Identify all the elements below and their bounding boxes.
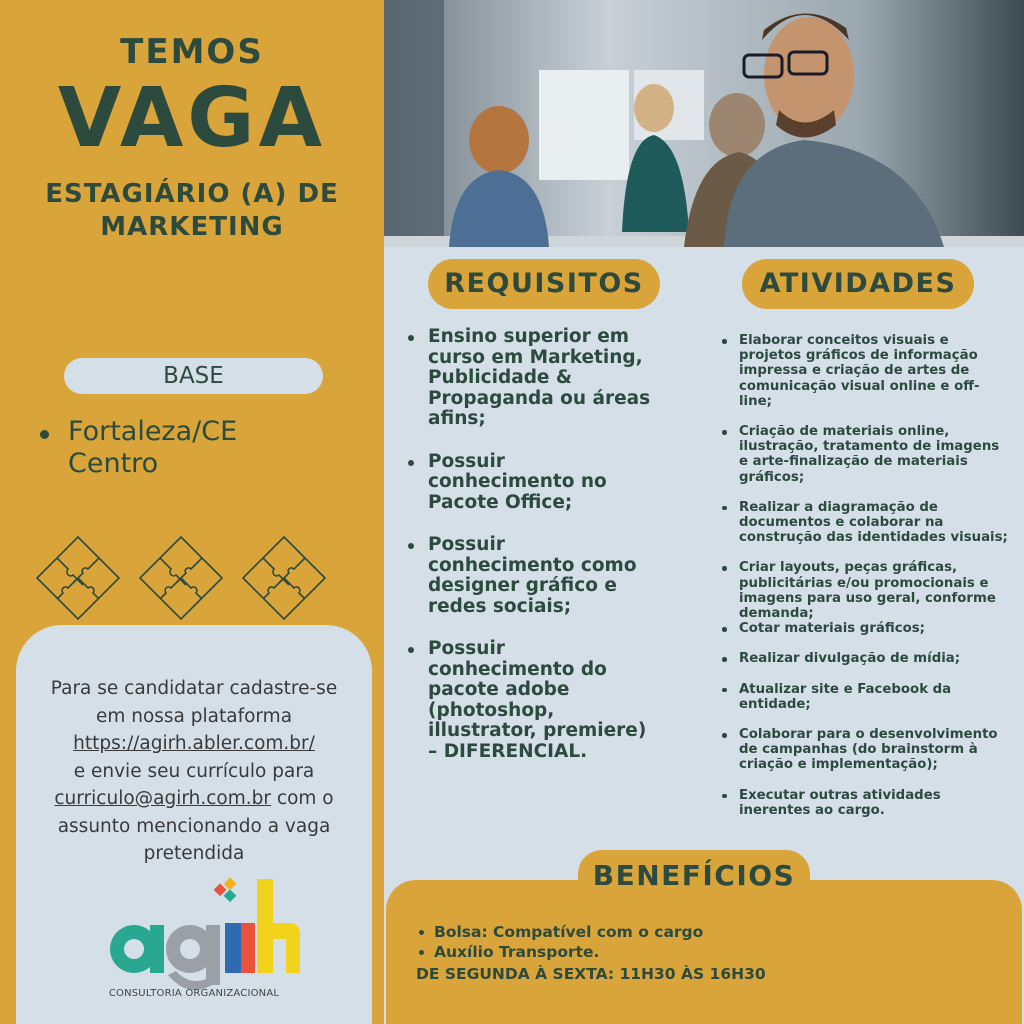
apply-line4-tail: com o (271, 788, 334, 809)
requisito-item: Possuir conhecimento no Pacote Office; (406, 452, 656, 514)
work-schedule: DE SEGUNDA À SEXTA: 11H30 ÀS 16H30 (416, 965, 766, 983)
atividades-list (720, 333, 1010, 833)
requisito-item: Ensino superior em curso em Marketing, Publicidade & Propaganda ou áreas afins; (406, 327, 656, 430)
atividade-item: Cotar materiais gráficos; (720, 621, 1010, 636)
apply-line6: pretendida (143, 843, 245, 864)
atividade-item: Executar outras atividades inerentes ao cargo. (720, 788, 1010, 818)
location (40, 416, 237, 481)
base-label: BASE (64, 358, 323, 394)
apply-email-link[interactable]: curriculo@agirh.com.br (54, 788, 272, 809)
job-title-line1: ESTAGIÁRIO (A) DE (45, 179, 339, 209)
beneficios-heading: BENEFÍCIOS (578, 850, 810, 902)
atividade-item: Criação de materiais online, ilustração, tratamento de imagens e arte-finalização de materiais gráficos; (720, 424, 1010, 485)
atividade-item: Elaborar conceitos visuais e projetos gráficos de informação impressa e criação de artes de comunicação visual online e off-line; (720, 333, 1010, 409)
job-title (20, 178, 364, 243)
beneficios-list (416, 922, 836, 962)
requisito-item: Possuir conhecimento do pacote adobe (photoshop, illustrator, premiere) – DIFERENCIAL. (406, 639, 656, 762)
apply-instructions (26, 675, 362, 868)
puzzle-icon (241, 535, 327, 621)
requisitos-heading: REQUISITOS (428, 259, 660, 309)
beneficio-item: Auxílio Transporte. (416, 942, 836, 962)
apply-line2: em nossa plataforma (95, 705, 293, 727)
headline-temos: TEMOS (120, 32, 264, 72)
location-line2: Centro (68, 448, 159, 480)
agirh-logo (92, 875, 302, 1005)
left-panel (0, 0, 384, 1024)
requisito-item: Possuir conhecimento como designer gráfico e redes sociais; (406, 535, 656, 617)
location-line1: Fortaleza/CE (68, 416, 238, 447)
office-meeting-photo (384, 0, 1024, 247)
atividade-item: Colaborar para o desenvolvimento de campanhas (do brainstorm à criação e implementação); (720, 727, 1010, 773)
puzzle-icon (138, 535, 224, 621)
apply-line5: assunto mencionando a vaga (57, 815, 331, 837)
atividade-item: Criar layouts, peças gráficas, publicitárias e/ou promocionais e imagens para uso geral, conforme demanda; (720, 560, 1010, 621)
location-bullet (40, 430, 49, 439)
apply-line3: e envie seu currículo para (73, 760, 315, 782)
atividades-heading: ATIVIDADES (742, 259, 974, 309)
requisitos-list (406, 327, 656, 784)
logo-subtitle: CONSULTORIA ORGANIZACIONAL (108, 988, 280, 999)
puzzle-icon (35, 535, 121, 621)
apply-url-link[interactable]: https://agirh.abler.com.br/ (73, 733, 315, 754)
atividade-item: Realizar divulgação de mídia; (720, 651, 1010, 666)
job-title-line2: MARKETING (100, 211, 284, 242)
apply-card (16, 625, 372, 1024)
atividade-item: Realizar a diagramação de documentos e colaborar na construção das identidades visuais; (720, 500, 1010, 546)
apply-line1: Para se candidatar cadastre-se (50, 678, 338, 699)
beneficio-item: Bolsa: Compatível com o cargo (416, 922, 836, 942)
atividade-item: Atualizar site e Facebook da entidade; (720, 682, 1010, 712)
headline-vaga: VAGA (57, 71, 327, 166)
